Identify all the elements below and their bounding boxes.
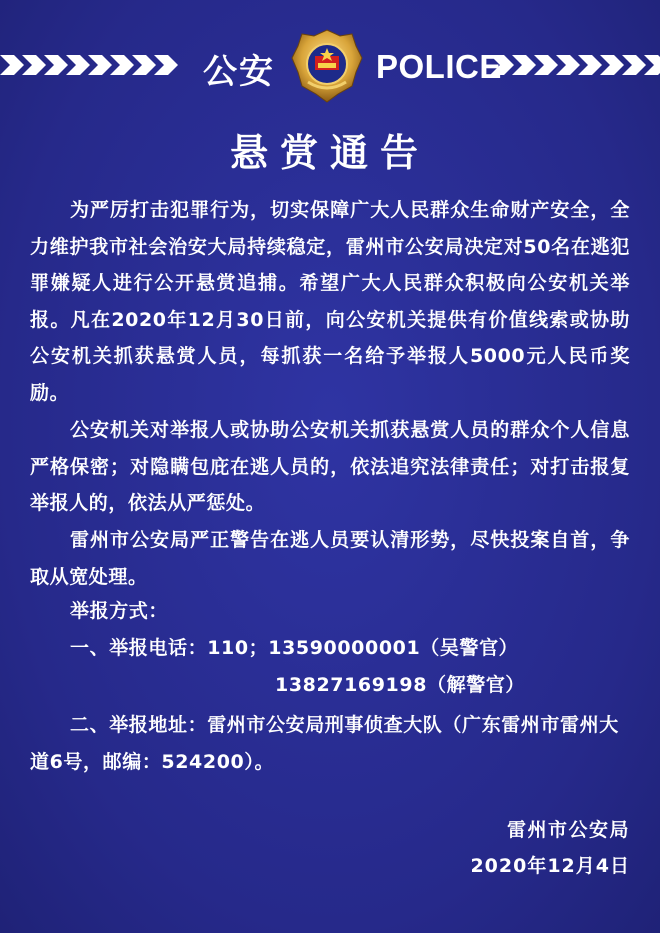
report-address-line: 二、举报地址：雷州市公安局刑事侦查大队（广东雷州市雷州大道6号，邮编：524200）。 — [30, 714, 619, 773]
paragraph-warning — [30, 522, 630, 595]
header-label-cn: 公安 — [203, 52, 275, 92]
report-phone-line-2: 13827169198（解警官） — [275, 674, 526, 696]
signature-org: 雷州市公安局 — [506, 819, 630, 841]
report-method-heading: 举报方式： — [70, 600, 169, 622]
paragraph-text: 为严厉打击犯罪行为，切实保障广大人民群众生命财产安全，全力维护我市社会治安大局持续稳定，雷州市公安局决定对50名在逃犯罪嫌疑人进行公开悬赏追捕。希望广大人民群众积极向公安机关举报。凡在2020年12月30日前，向公安机关提供有价值线索或协助公安机关抓获悬赏人员，每抓获一名给予举报人5000元人民币奖励。 — [30, 199, 630, 404]
paragraph-reward — [30, 192, 630, 411]
signature-date: 2020年12月4日 — [470, 855, 630, 877]
paragraph-confidentiality — [30, 412, 630, 522]
header-label-en: POLICE — [376, 48, 502, 85]
paragraph-text: 公安机关对举报人或协助公安机关抓获悬赏人员的群众个人信息严格保密；对隐瞒包庇在逃人员的，依法追究法律责任；对打击报复举报人的，依法从严惩处。 — [30, 419, 630, 514]
header-chevron-stripes-right — [490, 55, 660, 75]
paragraph-text: 雷州市公安局严正警告在逃人员要认清形势，尽快投案自首，争取从宽处理。 — [30, 529, 630, 588]
report-phone-line: 一、举报电话：110；13590000001（吴警官） — [70, 637, 519, 659]
notice-title: 悬赏通告 — [229, 130, 430, 175]
police-emblem-icon — [290, 28, 364, 104]
header-chevron-stripes-left — [0, 55, 185, 75]
